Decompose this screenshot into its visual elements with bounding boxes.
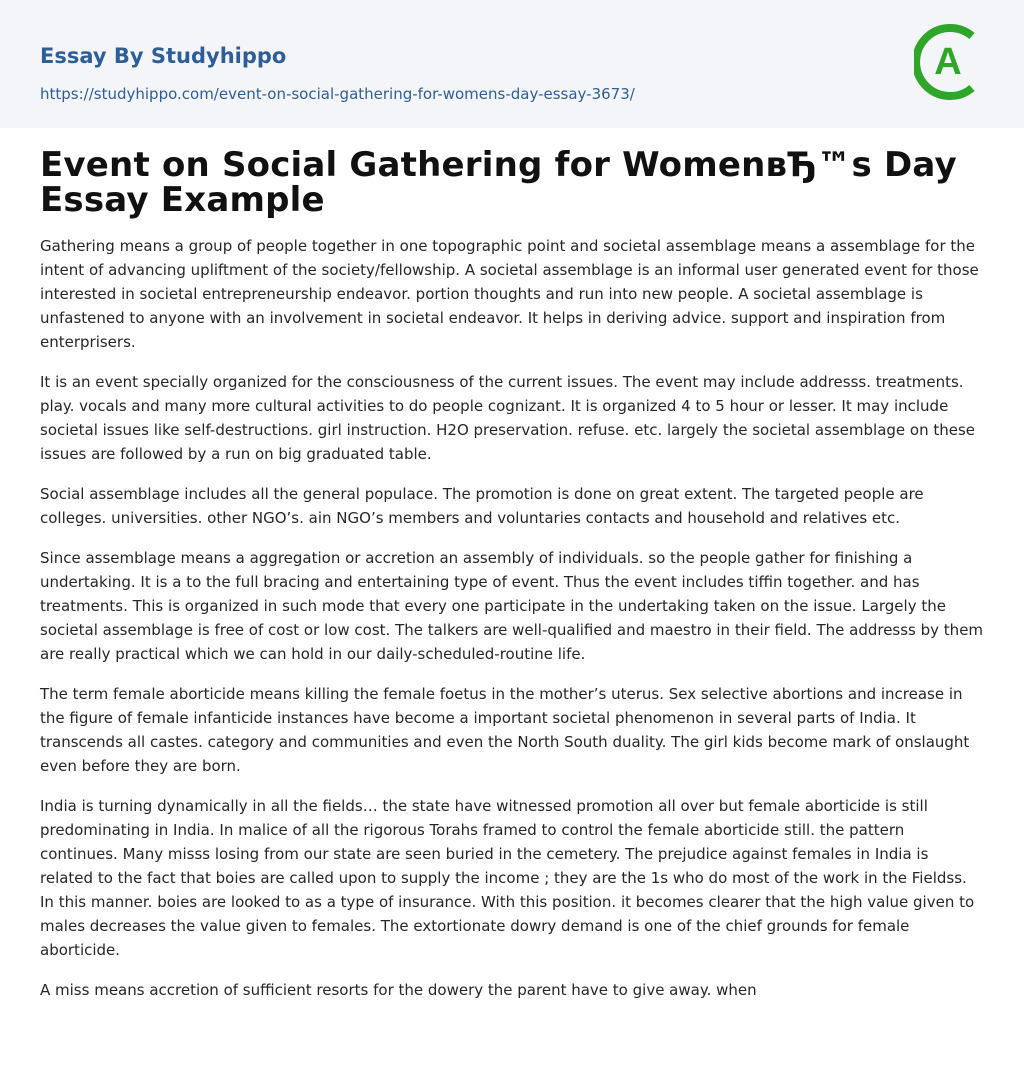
essay-paragraph: Social assemblage includes all the general populace. The promotion is done on great extent. The targeted people are colleges. universities. other NGO’s. ain NGO’s members and voluntaries contacts and household and relatives etc. <box>40 485 924 527</box>
essay-paragraph: Since assemblage means a aggregation or accretion an assembly of individuals. so the people gather for finishing a undertaking. It is a to the full bracing and entertaining type of event. Thus the event includes tiffin together. and has treatments. This is organized in such mode that every one participate in the undertaking taken on the issue. Largely the societal assemblage is free of cost or low cost. The talkers are well-qualified and maestro in their field. The addresss by them are really practical which we can hold in our daily-scheduled-routine life. <box>40 549 984 663</box>
essay-paragraph: Gathering means a group of people together in one topographic point and societal assemblage means a assemblage for the intent of advancing upliftment of the society/fellowship. A societal assemblage is an informal user generated event for those interested in societal entrepreneurship endeavor. portion thoughts and run into new people. A societal assemblage is unfastened to anyone with an involvement in societal endeavor. It helps in deriving advice. support and inspiration from enterprisers. <box>40 237 979 351</box>
source-url-link[interactable]: https://studyhippo.com/event-on-social-gathering-for-womens-day-essay-3673/ <box>40 85 635 103</box>
studyhippo-logo-icon[interactable] <box>914 18 986 106</box>
logo-letter: A <box>934 41 962 83</box>
site-title: Essay By Studyhippo <box>40 44 287 68</box>
essay-title: Event on Social Gathering for WomenвЂ™s Day Essay Example <box>40 145 957 220</box>
essay-paragraph: It is an event specially organized for the consciousness of the current issues. The event may include addresss. treatments. play. vocals and many more cultural activities to do people cognizant. It is organized 4 to 5 hour or lesser. It may include societal issues like self-destructions. girl instruction. H2O preservation. refuse. etc. largely the societal assemblage on these issues are followed by a run on big graduated table. <box>40 373 976 463</box>
essay-paragraph: India is turning dynamically in all the fields… the state have witnessed promotion all over but female aborticide is still predominating in India. In malice of all the rigorous Torahs framed to control the female aborticide still. the pattern continues. Many misss losing from our state are seen buried in the cemetery. The prejudice against females in India is related to the fact that boies are called upon to supply the income ; they are the 1s who do most of the work in the Fieldss. In this manner. boies are looked to as a type of insurance. With this position. it becomes clearer that the high value given to males decreases the value given to females. The extortionate dowry demand is one of the chief grounds for female aborticide. <box>40 797 975 959</box>
essay-content <box>0 145 1024 1002</box>
essay-paragraph: A miss means accretion of sufficient resorts for the dowery the parent have to give away. when <box>40 981 757 999</box>
site-header <box>0 0 1024 128</box>
essay-paragraph: The term female aborticide means killing the female foetus in the mother’s uterus. Sex selective abortions and increase in the figure of female infanticide instances have become a important societal phenomenon in several parts of India. It transcends all castes. category and communities and even the North South duality. The girl kids become mark of onslaught even before they are born. <box>40 685 970 775</box>
essay-body <box>40 234 984 1002</box>
